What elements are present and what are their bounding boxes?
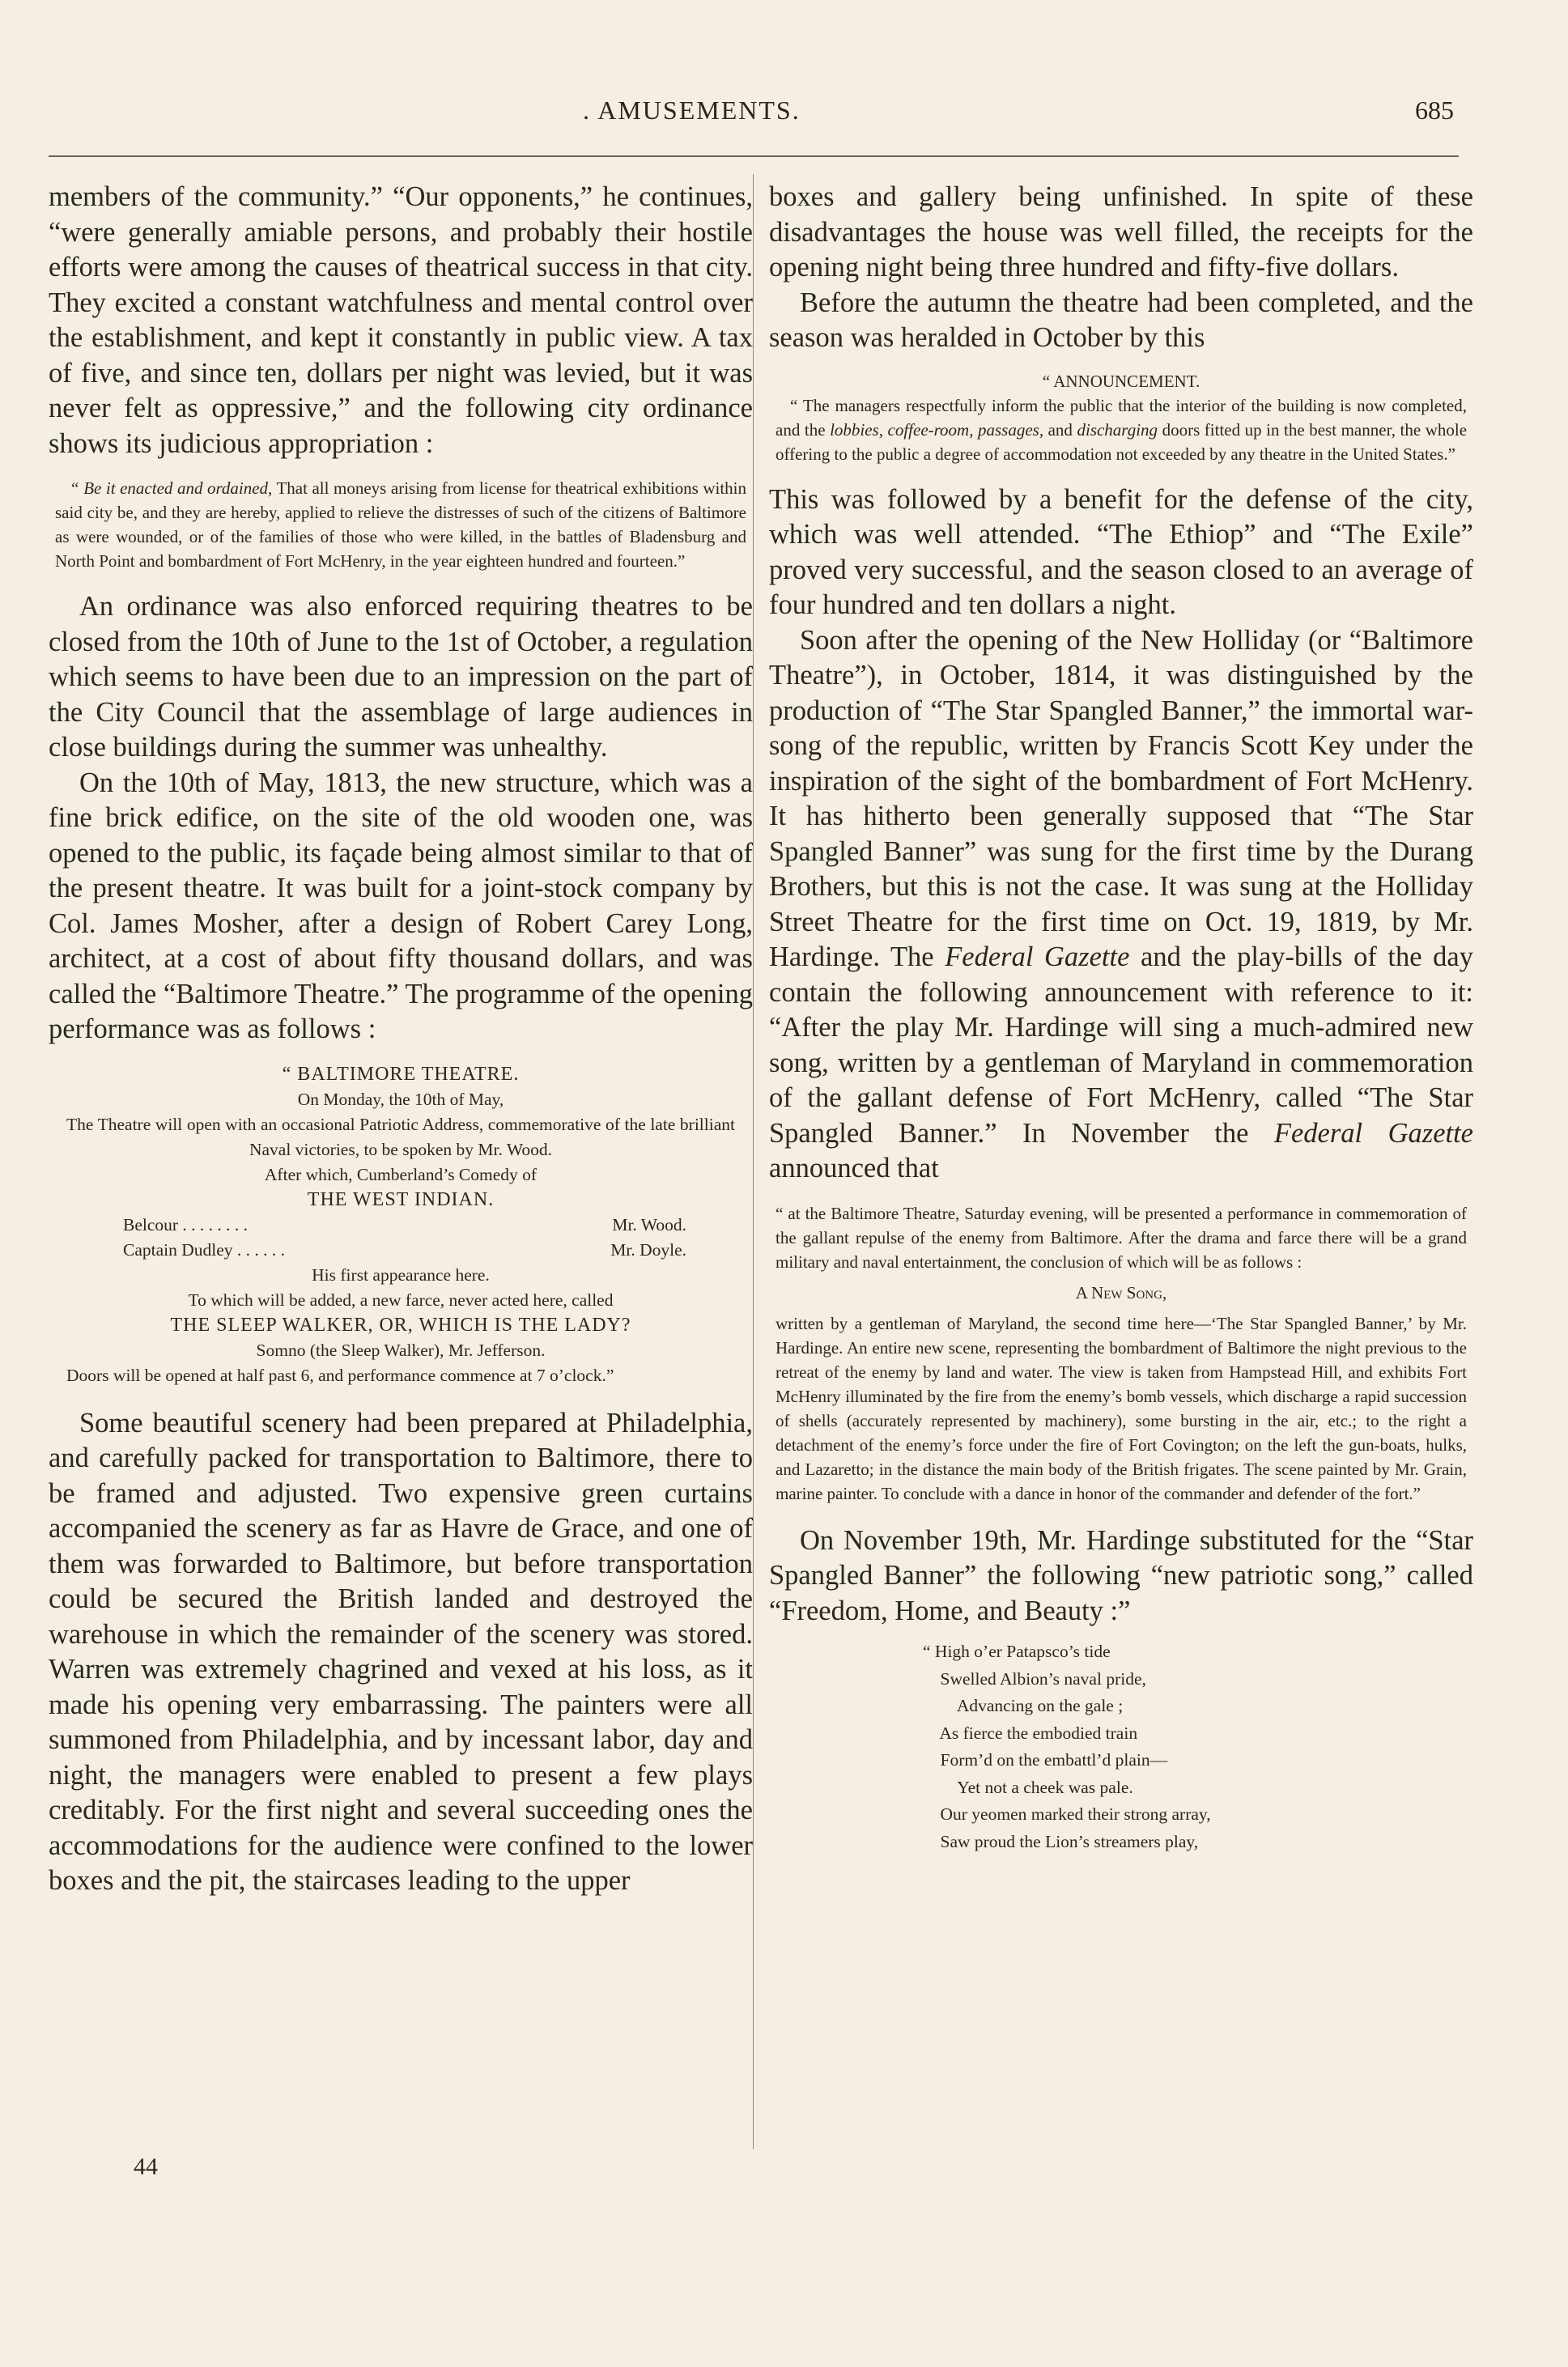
cast-row: Belcour . . . . . . . . Mr. Wood. xyxy=(123,1214,686,1234)
playbill-address: The Theatre will open with an occasional Patriotic Address, commemorative of the late brilliant Naval victories, to be spoken by Mr. Wood. xyxy=(66,1114,735,1159)
left-column xyxy=(49,180,753,1899)
poem-line: Our yeomen marked their strong array, xyxy=(923,1804,1211,1824)
paragraph: On November 19th, Mr. Hardinge substituted for the “Star Spangled Banner” the following “new patriotic song,” called “Freedom, Home, and Beauty :” xyxy=(769,1524,1473,1626)
paragraph: On the 10th of May, 1813, the new structure, which was a fine brick edifice, on the site of the old wooden one, was opened to the public, its façade being almost similar to that of the present theatre. It was built for a joint-stock company by Col. James Mosher, after a design of Robert Carey Long, architect, at a cost of about fifty thousand dollars, and was called the “Baltimore Theatre.” The programme of the opening performance was as follows : xyxy=(49,767,753,1044)
playbill-after: After which, Cumberland’s Comedy of xyxy=(264,1164,538,1184)
poem-line: Advancing on the gale ; xyxy=(923,1696,1124,1715)
announcement-title: “ ANNOUNCEMENT. xyxy=(1042,371,1200,391)
playbill-note: His first appearance here. xyxy=(312,1264,490,1285)
announcement-quote: “ The managers respectfully inform the public that the interior of the building is now completed, and the lobbies, coffee-room, passages, and discharging doors fitted up in the best manner, the whole offering to the public a degree of accommodation not exceeded by any theatre in the United States.” xyxy=(776,395,1468,464)
poem-line: Yet not a cheek was pale. xyxy=(923,1777,1133,1797)
paragraph: members of the community.” “Our opponents,” he continues, “were generally amiable persons, and probably their hostile efforts were among the causes of theatrical success in that city. They excited a constant watchfulness and mental control over the establishment, and kept it constantly in public view. A tax of five, and since ten, dollars per night was levied, but it was never felt as oppressive,” and the following city ordinance shows its judicious appropriation : xyxy=(49,181,753,459)
playbill xyxy=(49,1062,753,1388)
playbill-play: THE WEST INDIAN. xyxy=(307,1188,495,1210)
cast-row: Captain Dudley . . . . . . Mr. Doyle. xyxy=(123,1239,686,1260)
playbill-doors: Doors will be opened at half past 6, and performance commence at 7 o’clock.” xyxy=(66,1365,614,1385)
playbill-somno: Somno (the Sleep Walker), Mr. Jefferson. xyxy=(256,1340,546,1360)
column-divider xyxy=(753,174,754,2149)
playbill-title: “ BALTIMORE THEATRE. xyxy=(282,1063,520,1085)
ordinance-quote: “ Be it enacted and ordained, That all moneys arising from license for theatrical exhibitions within said city be, and they are hereby, applied to relieve the distresses of such of the citizens of Baltimore as were wounded, or of the families of those who were killed, in the battles of Bladensburg and North Point and bombardment of Fort McHenry, in the year eighteen hundred and fourteen.” xyxy=(55,478,746,571)
poem xyxy=(769,1638,1473,1855)
new-song-heading: A New Song, xyxy=(1075,1282,1167,1302)
playbill-date: On Monday, the 10th of May, xyxy=(297,1089,504,1109)
page-number: 685 xyxy=(1415,96,1454,125)
paragraph: An ordinance was also enforced requiring theatres to be closed from the 10th of June to the 1st of October, a regulation which seems to have been due to an impression on the part of the City Council that the assemblage of large audiences in close buildings during the summer was unhealthy. xyxy=(49,591,753,763)
playbill-farce-intro: To which will be added, a new farce, never acted here, called xyxy=(188,1290,614,1310)
paragraph: Before the autumn the theatre had been completed, and the season was heralded in October by this xyxy=(769,287,1473,353)
signature-mark: 44 xyxy=(134,2153,158,2180)
right-column xyxy=(769,180,1473,1855)
header-rule xyxy=(49,155,1459,157)
poem-line: Form’d on the embattl’d plain— xyxy=(923,1750,1168,1770)
paragraph: This was followed by a benefit for the defense of the city, which was well attended. “The Ethiop” and “The Exile” proved very successful, and the season closed to an average of four hundred and ten dollars a night. xyxy=(769,483,1473,620)
paragraph: boxes and gallery being unfinished. In spite of these disadvantages the house was well filled, the receipts for the opening night being three hundred and fifty-five dollars. xyxy=(769,181,1473,283)
gazette-quote: “ at the Baltimore Theatre, Saturday evening, will be presented a performance in commemoration of the gallant repulse of the enemy from Baltimore. After the drama and farce there will be a grand military and naval entertainment, the conclusion of which will be as follows : xyxy=(776,1203,1467,1272)
paragraph: Some beautiful scenery had been prepared at Philadelphia, and carefully packed for transportation to Baltimore, there to be framed and adjusted. Two expensive green curtains accompanied the scenery as far as Havre de Grace, and one of them was forwarded to Baltimore, but before transportation could be secured the British landed and destroyed the warehouse in which the remainder of the scenery was stored. Warren was extremely chagrined and vexed at his loss, as it made his opening very embarrassing. The painters were all summoned from Philadelphia, and by incessant labor, day and night, the managers were enabled to present a few plays creditably. For the first night and several succeeding ones the accommodations for the audience were confined to the lower boxes and the pit, the staircases leading to the upper xyxy=(49,1407,753,1896)
italic-text: “ Be it enacted and ordained, xyxy=(70,478,273,498)
poem-line: “ High o’er Patapsco’s tide xyxy=(923,1642,1111,1661)
poem-line: Saw proud the Lion’s streamers play, xyxy=(923,1831,1199,1851)
paragraph: Soon after the opening of the New Holliday (or “Baltimore Theatre”), in October, 1814, it was distinguished by the production of “The Star Spangled Banner,” the immortal war-song of the republic, written by Francis Scott Key under the inspiration of the sight of the bombardment of Fort McHenry. It has hitherto been generally supposed that “The Star Spangled Banner” was sung for the first time by the Durang Brothers, but this is not the case. It was sung at the Holliday Street Theatre for the first time on Oct. 19, 1819, by Mr. Hardinge. The Federal Gazette and the play-bills of the day contain the following announcement with reference to it: “After the play Mr. Hardinge will sing a much-admired new song, written by a gentleman of Maryland in commemoration of the gallant defense of Fort McHenry, called “The Star Spangled Banner.” In November the Federal Gazette announced that xyxy=(769,624,1473,1184)
running-header xyxy=(0,96,1568,136)
gazette-quote-cont: written by a gentleman of Maryland, the second time here—‘The Star Spangled Banner,’ by Mr. Hardinge. An entire new scene, representing the bombardment of Baltimore the night previous to the retreat of the enemy by land and water. The view is taken from Hampstead Hill, and exhibits Fort McHenry illuminated by the fire from the enemy’s bomb vessels, which discharge a rapid succession of shells (accurately represented by machinery), some bursting in the air, etc.; to the right a detachment of the enemy’s force under the fire of Fort Covington; on the left the gun-boats, hulks, and Lazaretto; in the distance the main body of the British frigates. The scene painted by Mr. Grain, marine painter. To conclude with a dance in honor of the commander and defender of the fort.” xyxy=(776,1313,1467,1503)
poem-line: Swelled Albion’s naval pride, xyxy=(923,1668,1146,1689)
playbill-farce: THE SLEEP WALKER, OR, WHICH IS THE LADY? xyxy=(170,1314,631,1336)
poem-line: As fierce the embodied train xyxy=(923,1723,1138,1743)
running-title: . AMUSEMENTS. xyxy=(583,96,801,125)
